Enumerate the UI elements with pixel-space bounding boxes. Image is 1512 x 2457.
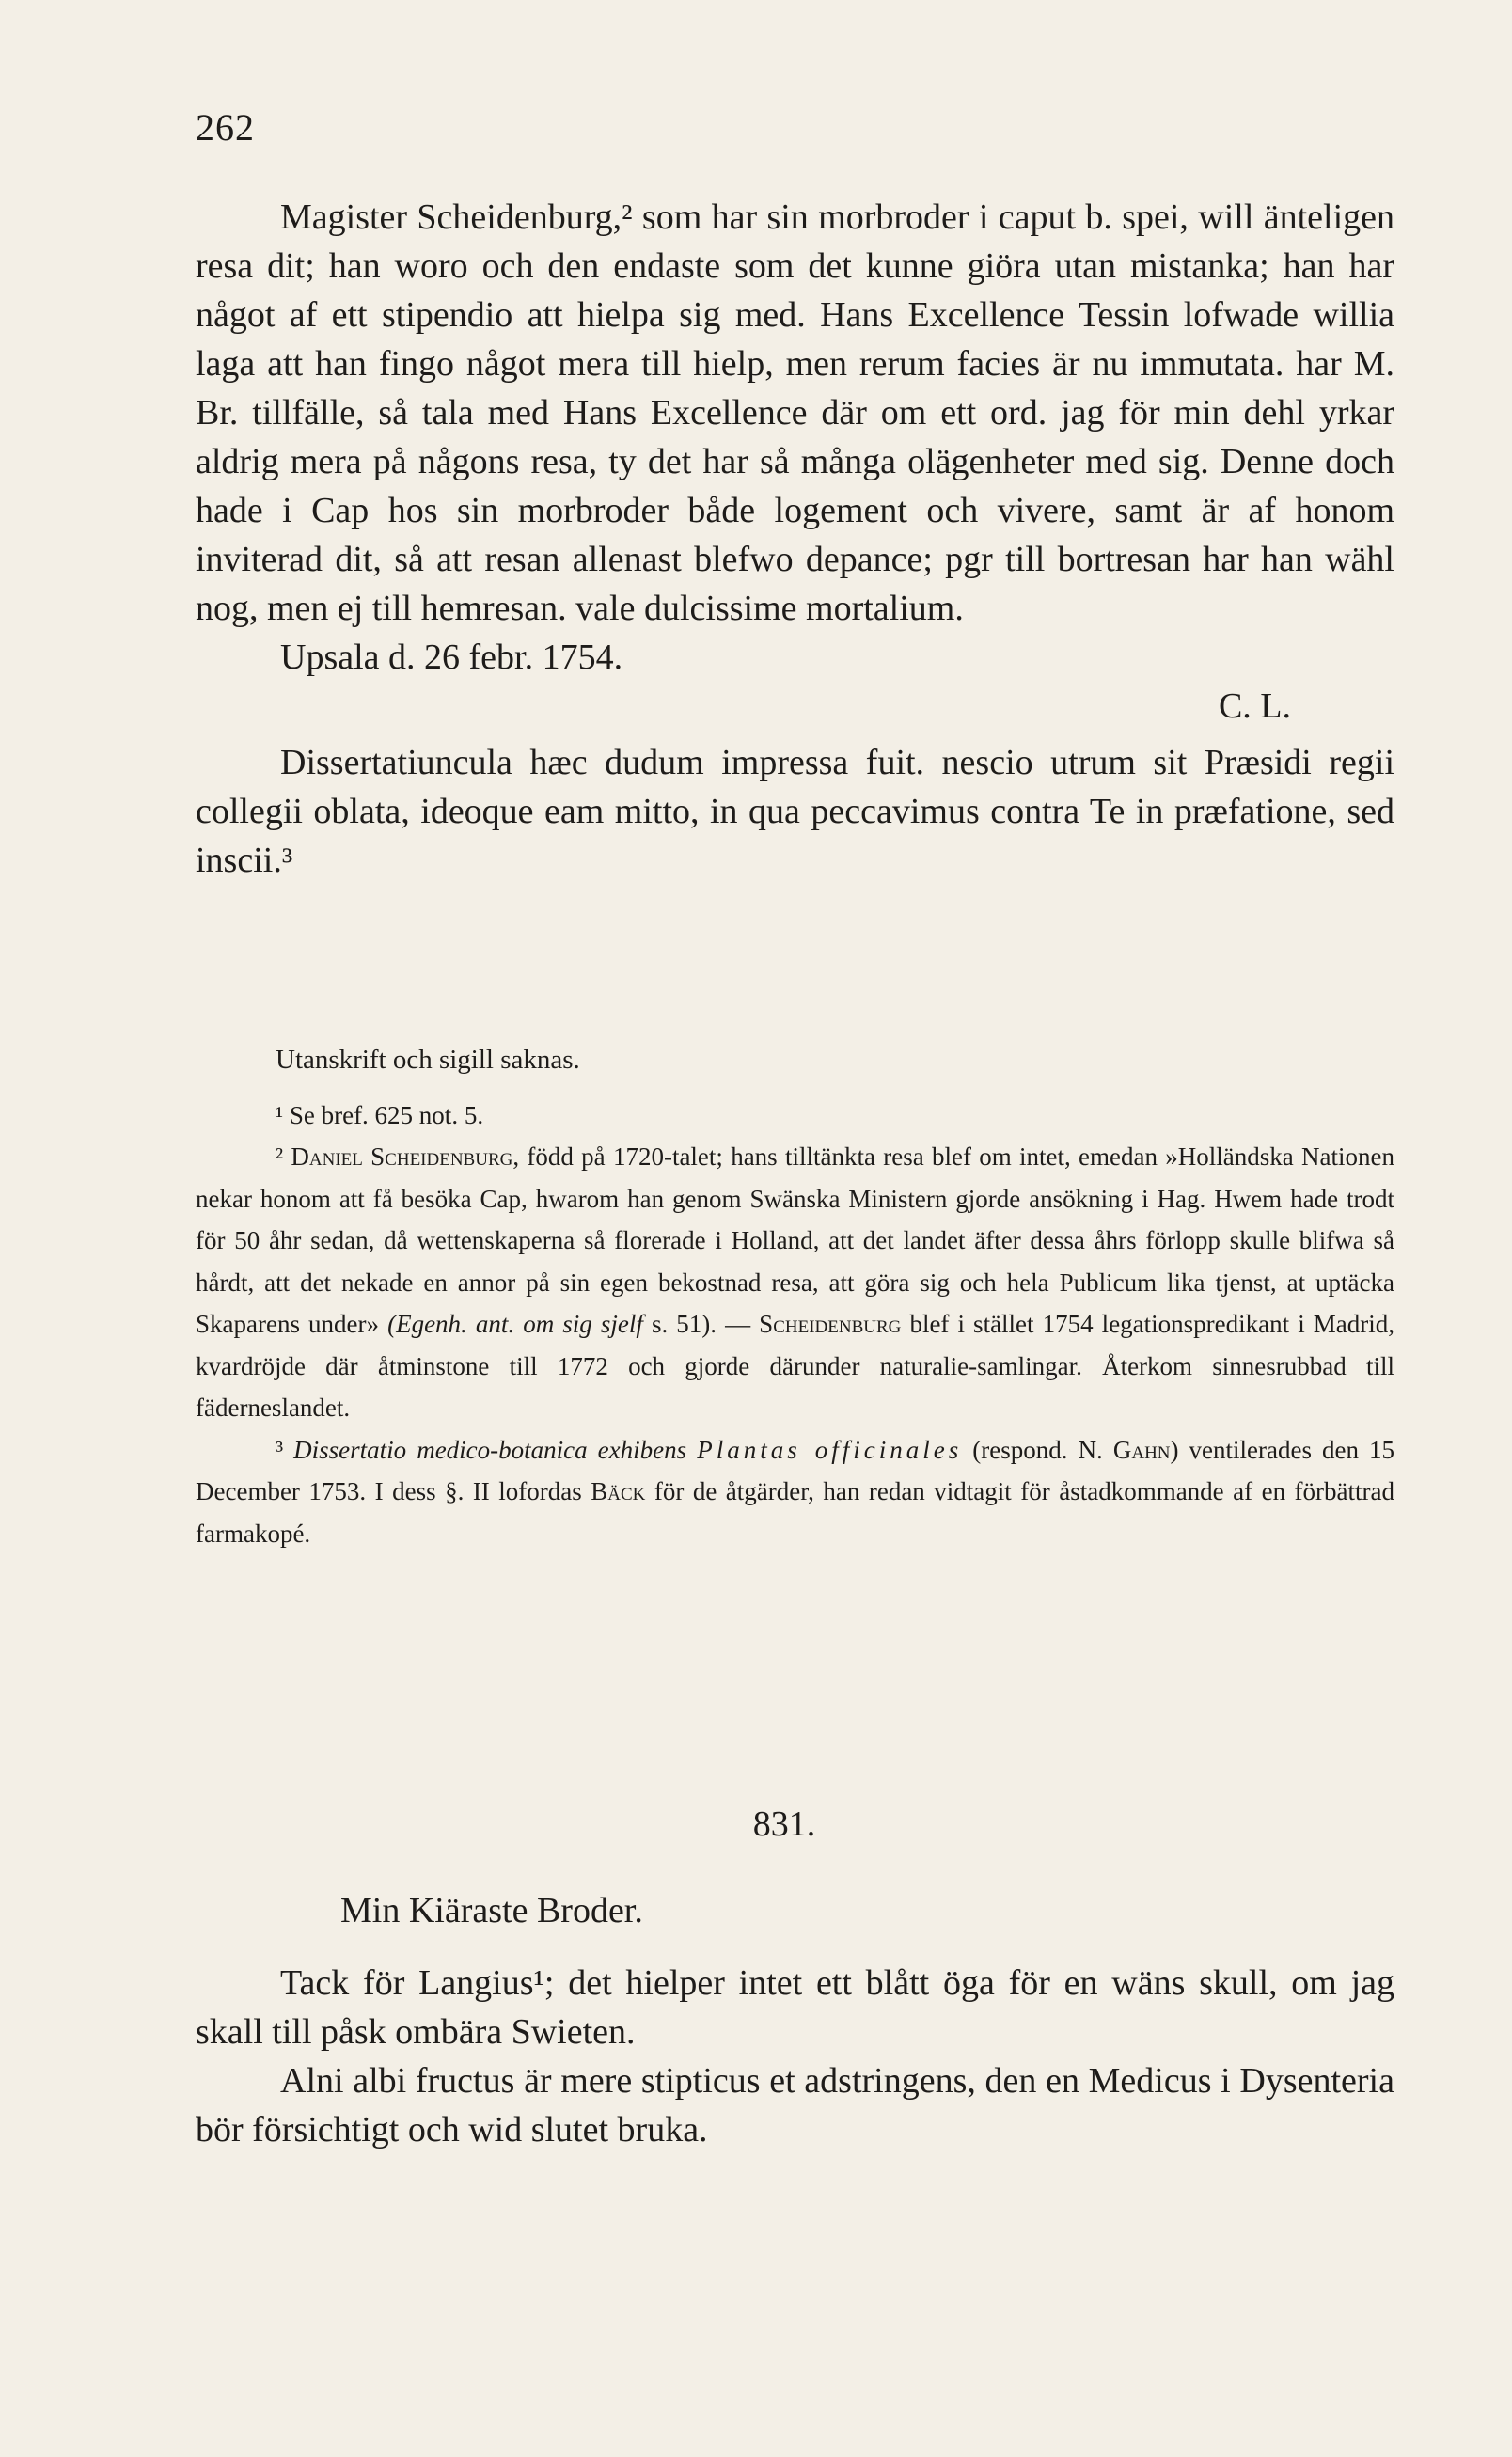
letter-830-text [196, 193, 1394, 885]
dissertation-title: Dissertatio medico-botanica exhibens [293, 1435, 687, 1464]
person-name: Scheidenburg [759, 1310, 902, 1338]
footnote-2 [196, 1136, 1394, 1429]
footnote-text: född på 1720-talet; hans tilltänkta resa blef om intet, emedan »Holländska Nationen nekar honom att få besöka Cap, hwarom han genom Swänska Ministern gjorde ansökning i Hag. Hwem hade trodt för 50 åhr sedan, då wettenskaperna så florerade i Holland, att det landet äfter dessa åhrs förlopp skulle blifwa så hårdt, att det nekade en annor på sin egen bekostnad resa, att göra sig och hela Publicum lika tjenst, at uptäcka Skaparens under» [196, 1142, 1395, 1338]
footnote-1: ¹ Se bref. 625 not. 5. [276, 1100, 484, 1129]
person-name: Daniel Scheidenburg, [291, 1142, 520, 1171]
citation: (Egenh. ant. om sig sjelf [387, 1310, 643, 1338]
paragraph: Alni albi fructus är mere stipticus et adstringens, den en Medicus i Dysenteria bör försichtigt och wid slutet bruka. [196, 2061, 1394, 2150]
footnote-text: blef i stället 1754 legationspredikant i Madrid, kvardröjde där åtminstone till 1772 och gjorde därunder naturalie-samlingar. Återkom sinnesrubbad till fäderneslandet. [196, 1310, 1395, 1422]
utanskrift-note: Utanskrift och sigill saknas. [276, 1045, 580, 1075]
footnote-marker: ² [276, 1142, 284, 1171]
person-name: Bäck [591, 1477, 646, 1505]
footnote-3 [196, 1429, 1394, 1555]
signature: C. L. [1218, 686, 1291, 726]
person-name: N. Gahn [1078, 1435, 1171, 1464]
footnote-text: för de åtgärder, han redan vidtagit för åstadkommande af en förbättrad farmakopé. [196, 1477, 1395, 1548]
dissertation-title-spaced: Plantas officinales [697, 1435, 963, 1464]
salutation: Min Kiäraste Broder. [340, 1891, 643, 1930]
citation-end: s. 51). — [651, 1310, 751, 1338]
footnote-marker: ³ [276, 1435, 284, 1464]
footnote-text: ) ventilerades den 15 December 1753. I dess §. II lofordas [196, 1435, 1395, 1505]
paragraph: Tack för Langius¹; det hielper intet ett blått öga för en wäns skull, om jag skall till påsk ombära Swieten. [196, 1963, 1394, 2052]
footnote-text: (respond. [972, 1435, 1068, 1464]
paragraph: Dissertatiuncula hæc dudum impressa fuit. nescio utrum sit Præsidi regii collegii oblata, ideoque eam mitto, in qua peccavimus contra Te in præfatione, sed inscii.³ [196, 743, 1394, 880]
date-line: Upsala d. 26 febr. 1754. [280, 638, 623, 677]
paragraph: Magister Scheidenburg,² som har sin morbroder i caput b. spei, will änteligen resa dit; han woro och den endaste som det kunne giöra utan mistanka; han har något af ett stipendio att hielpa sig med. Hans Excellence Tessin lofwade willia laga att han fingo något mera till hielp, men rerum facies är nu immutata. har M. Br. tillfälle, så tala med Hans Excellence där om ett ord. jag för min dehl yrkar aldrig mera på någons resa, ty det har så många olägenheter med sig. Denne doch hade i Cap hos sin morbroder både logement och vivere, samt är af honom inviterad dit, så att resan allenast blefwo depance; pgr till bortresan har han wähl nog, men ej till hemresan. vale dulcissime mortalium. [196, 197, 1394, 628]
page-number: 262 [196, 106, 255, 149]
footnotes [196, 1039, 1394, 1554]
letter-831-text [196, 1959, 1394, 2154]
letter-number: 831. [752, 1804, 816, 1844]
